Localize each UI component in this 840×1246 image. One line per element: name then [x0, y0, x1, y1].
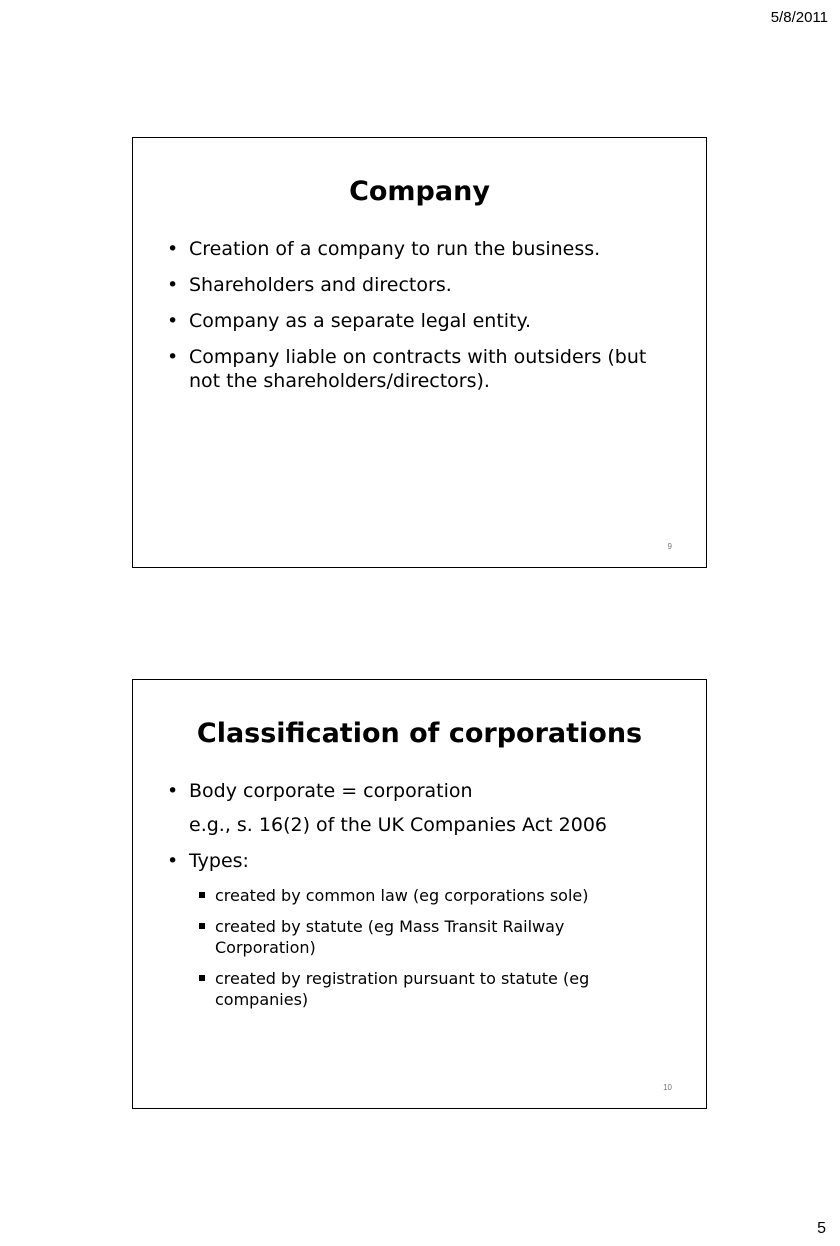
bullet-dot-icon: • — [167, 780, 179, 802]
bullet-item — [133, 779, 706, 803]
bullet-text: Company liable on contracts with outsiders (but not the shareholders/directors). — [189, 346, 647, 392]
bullet-item — [133, 273, 706, 297]
bullet-dot-icon: • — [167, 850, 179, 872]
sub-bullet-item — [133, 885, 706, 906]
sub-bullet-item — [133, 968, 706, 1010]
bullet-dot-icon: • — [167, 238, 179, 260]
slide-title: Company — [349, 176, 490, 207]
bullet-continuation: e.g., s. 16(2) of the UK Companies Act 2006 — [189, 814, 607, 836]
bullet-dot-icon: • — [167, 346, 179, 368]
bullet-item — [133, 849, 706, 873]
bullet-item — [133, 237, 706, 261]
square-bullet-icon — [199, 975, 205, 981]
bullet-item — [133, 345, 706, 393]
bullet-item — [133, 309, 706, 333]
slide-title: Classification of corporations — [196, 718, 643, 749]
page-number: 5 — [817, 1220, 826, 1237]
bullet-text: Shareholders and directors. — [189, 274, 452, 296]
bullet-text: Company as a separate legal entity. — [189, 310, 532, 332]
slide-company — [132, 137, 707, 568]
sub-bullet-item — [133, 916, 706, 958]
sub-bullet-text: created by statute (eg Mass Transit Railway Corporation) — [215, 917, 565, 957]
slide-number: 10 — [663, 1083, 672, 1092]
sub-bullet-list — [133, 885, 706, 1010]
bullet-list — [133, 849, 706, 873]
square-bullet-icon — [199, 923, 205, 929]
bullet-text: Creation of a company to run the business. — [189, 238, 601, 260]
bullet-dot-icon: • — [167, 274, 179, 296]
bullet-list — [133, 779, 706, 803]
bullet-dot-icon: • — [167, 310, 179, 332]
slide-number: 9 — [667, 542, 672, 551]
bullet-text: Body corporate = corporation — [189, 780, 473, 802]
sub-bullet-text: created by registration pursuant to statute (eg companies) — [215, 969, 590, 1009]
page-date: 5/8/2011 — [770, 9, 828, 26]
slide-classification — [132, 679, 707, 1109]
sub-bullet-text: created by common law (eg corporations sole) — [215, 886, 589, 905]
bullet-text: Types: — [189, 850, 249, 872]
square-bullet-icon — [199, 892, 205, 898]
bullet-list — [133, 237, 706, 393]
